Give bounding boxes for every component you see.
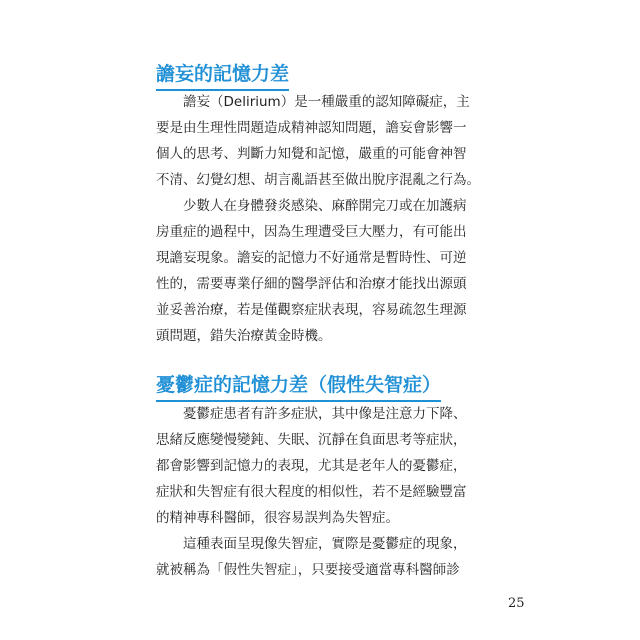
section-heading-depression: 憂鬱症的記憶力差（假性失智症） <box>156 374 442 396</box>
text-line: 思緒反應變慢變鈍、失眠、沉靜在負面思考等症狀， <box>156 432 467 448</box>
text-line: 房重症的過程中，因為生理遭受巨大壓力，有可能出 <box>156 224 467 240</box>
text-line: 並妥善治療，若是僅觀察症狀表現，容易疏忽生理源 <box>156 302 467 318</box>
text-line: 症狀和失智症有很大程度的相似性，若不是經驗豐富 <box>156 484 467 500</box>
text-line: 就被稱為「假性失智症」，只要接受適當專科醫師診 <box>156 562 460 578</box>
text-line: 這種表面呈現像失智症，實際是憂鬱症的現象， <box>183 536 467 552</box>
text-line: 不清、幻覺幻想、胡言亂語甚至做出脫序混亂之行為。 <box>156 172 480 188</box>
page-number: 25 <box>508 596 525 611</box>
text-line: 現譫妄現象。譫妄的記憶力不好通常是暫時性、可逆 <box>156 250 467 266</box>
text-line: 要是由生理性問題造成精神認知問題，譫妄會影響一 <box>156 120 467 136</box>
text-line: 譫妄（Delirium）是一種嚴重的認知障礙症，主 <box>183 94 470 110</box>
text-line: 性的，需要專業仔細的醫學評估和治療才能找出源頭 <box>156 276 467 292</box>
text-line: 頭問題，錯失治療黃金時機。 <box>156 328 332 344</box>
text-line: 憂鬱症患者有許多症狀，其中像是注意力下降、 <box>183 406 467 422</box>
text-line: 都會影響到記憶力的表現，尤其是老年人的憂鬱症， <box>156 458 467 474</box>
text-line: 少數人在身體發炎感染、麻醉開完刀或在加護病 <box>183 198 467 214</box>
section-heading-delirium: 譫妄的記憶力差 <box>156 63 290 85</box>
text-line: 的精神專科醫師，很容易誤判為失智症。 <box>156 510 399 526</box>
text-line: 個人的思考、判斷力知覺和記憶，嚴重的可能會神智 <box>156 146 467 162</box>
